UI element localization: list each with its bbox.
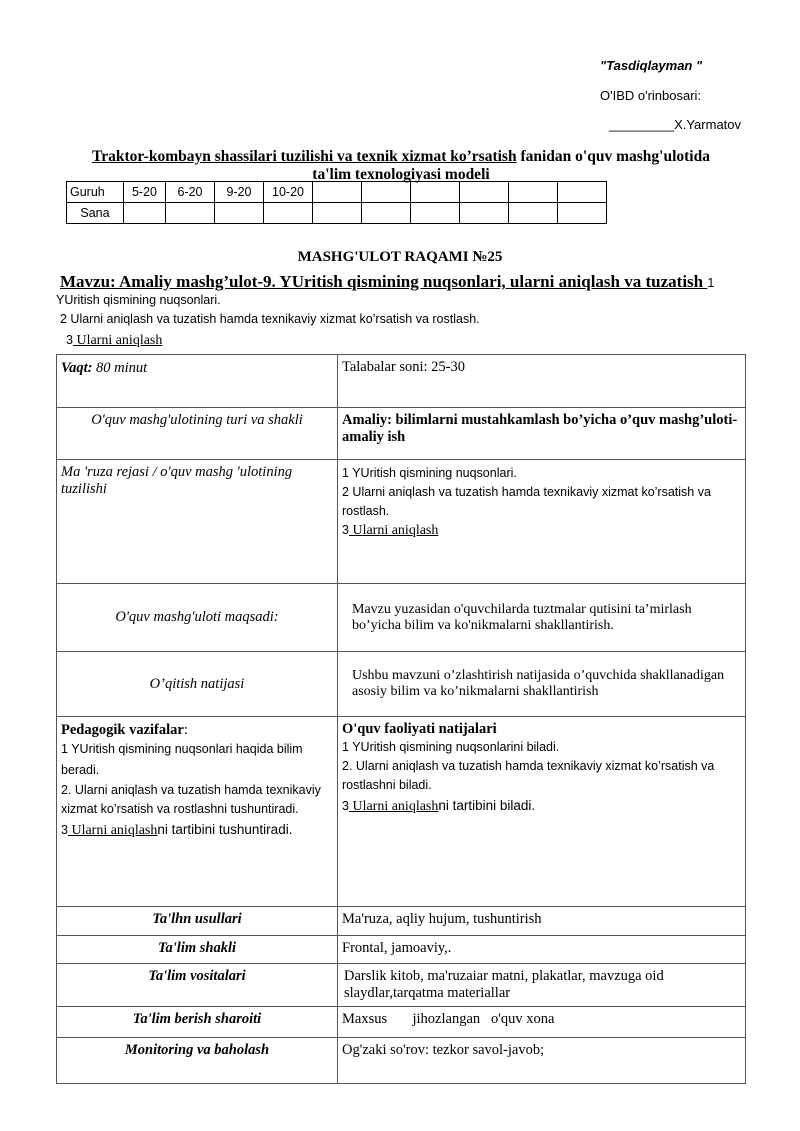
pedagogical-colon: : bbox=[183, 722, 188, 738]
pedagogical-item-1: 1 YUritish qismining nuqsonlari haqida bilim beradi. bbox=[61, 742, 303, 777]
group-cell: 9-20 bbox=[215, 182, 264, 203]
pedagogical-tasks bbox=[57, 717, 338, 907]
monitoring-value: Og'zaki so'rov: tezkor savol-javob; bbox=[338, 1038, 746, 1084]
activity-title: O'quv faoliyati natijalari bbox=[342, 721, 497, 737]
date-row bbox=[67, 203, 607, 224]
group-cell: 6-20 bbox=[166, 182, 215, 203]
group-cell bbox=[460, 182, 509, 203]
date-cell bbox=[215, 203, 264, 224]
date-cell bbox=[362, 203, 411, 224]
date-cell bbox=[313, 203, 362, 224]
plan-label: Ma 'ruza rejasi / o'quv mashg 'ulotining tuzilishi bbox=[57, 460, 338, 584]
time-value: 80 minut bbox=[92, 360, 148, 376]
form-label: Ta'lim shakli bbox=[57, 936, 338, 964]
group-cell: Guruh bbox=[67, 182, 124, 203]
plan-item-3-number: 3 bbox=[342, 523, 349, 537]
row-tools bbox=[57, 964, 746, 1007]
activity-item-3-number: 3 bbox=[342, 799, 349, 813]
conditions-value: Maxsus jihozlangan o'quv xona bbox=[338, 1007, 746, 1038]
approval-signature: _________X.Yarmatov bbox=[609, 117, 742, 132]
monitoring-label: Monitoring va baholash bbox=[57, 1038, 338, 1084]
result-value: Ushbu mavzuni o’zlashtirish natijasida o’quvchida shakllanadigan asosiy bilim va ko’nikmalarni shakllantirish bbox=[338, 652, 746, 717]
pedagogical-item-3-underlined: Ularni aniqlash bbox=[67, 823, 158, 838]
row-conditions bbox=[57, 1007, 746, 1038]
document-title-line2: ta'lim texnologiyasi modeli bbox=[312, 166, 490, 183]
group-date-table bbox=[66, 181, 607, 224]
pedagogical-item-3-rest: ni tartibini tushuntiradi. bbox=[157, 822, 293, 837]
form-value: Frontal, jamoaviy,. bbox=[338, 936, 746, 964]
tools-label: Ta'lim vositalari bbox=[57, 964, 338, 1007]
session-heading: MASHG'ULOT RAQAMI №25 bbox=[297, 249, 503, 265]
methods-value: Ma'ruza, aqliy hujum, tushuntirish bbox=[338, 907, 746, 936]
date-cell bbox=[460, 203, 509, 224]
date-cell bbox=[166, 203, 215, 224]
activity-item-1: 1 YUritish qismining nuqsonlarini biladi. bbox=[342, 740, 560, 754]
activity-item-3 bbox=[342, 795, 741, 818]
group-cell: 10-20 bbox=[264, 182, 313, 203]
activity-results bbox=[338, 717, 746, 907]
plan-item-1: 1 YUritish qismining nuqsonlari. bbox=[342, 466, 517, 480]
row-methods bbox=[57, 907, 746, 936]
date-cell bbox=[264, 203, 313, 224]
topic-item1: YUritish qismining nuqsonlari. bbox=[56, 293, 221, 307]
activity-item-3-underlined: Ularni aniqlash bbox=[348, 799, 439, 814]
document-title bbox=[56, 147, 746, 166]
approval-role: O'IBD o'rinbosari: bbox=[600, 88, 702, 103]
approval-title: "Tasdiqlayman " bbox=[600, 58, 703, 73]
topic-line bbox=[60, 272, 714, 292]
topic-item3-text: Ularni aniqlash bbox=[72, 333, 163, 348]
pedagogical-item-3-number: 3 bbox=[61, 823, 68, 837]
row-goal bbox=[57, 584, 746, 652]
row-tasks bbox=[57, 717, 746, 907]
plan-cell bbox=[338, 460, 746, 584]
students-count: Talabalar soni: 25-30 bbox=[338, 355, 746, 408]
group-cell: 5-20 bbox=[124, 182, 166, 203]
row-form bbox=[57, 936, 746, 964]
pedagogical-title: Pedagogik vazifalar bbox=[61, 722, 184, 738]
subject-name: Traktor-kombayn shassilari tuzilishi va texnik xizmat ko’rsatish bbox=[92, 148, 517, 165]
row-monitoring bbox=[57, 1038, 746, 1084]
plan-item-3 bbox=[342, 521, 741, 540]
row-type bbox=[57, 408, 746, 460]
group-cell bbox=[313, 182, 362, 203]
group-cell bbox=[509, 182, 558, 203]
date-cell bbox=[558, 203, 607, 224]
date-cell: Sana bbox=[67, 203, 124, 224]
group-cell bbox=[362, 182, 411, 203]
topic-item1-number: 1 bbox=[707, 276, 715, 290]
time-cell bbox=[57, 355, 338, 408]
goal-value: Mavzu yuzasidan o'quvchilarda tuztmalar qutisini ta’mirlash bo’yicha bilim va ko'nikmalarni shakllantirish. bbox=[338, 584, 746, 652]
title-rest: fanidan o'quv mashg'ulotida bbox=[516, 148, 710, 165]
pedagogical-item-2: 2. Ularni aniqlash va tuzatish hamda texnikaviy xizmat ko’rsatish va rostlashni tushuntiradi. bbox=[61, 783, 321, 816]
date-cell bbox=[509, 203, 558, 224]
group-cell bbox=[411, 182, 460, 203]
activity-item-3-rest: ni tartibini biladi. bbox=[438, 798, 536, 813]
topic-item2: 2 Ularni aniqlash va tuzatish hamda texnikaviy xizmat ko’rsatish va rostlash. bbox=[60, 312, 480, 326]
date-cell bbox=[124, 203, 166, 224]
plan-item-3-text: Ularni aniqlash bbox=[348, 523, 439, 538]
row-plan bbox=[57, 460, 746, 584]
type-label: O'quv mashg'ulotining turi va shakli bbox=[57, 408, 338, 460]
group-cell bbox=[558, 182, 607, 203]
group-row bbox=[67, 182, 607, 203]
row-time bbox=[57, 355, 746, 408]
result-label: O’qitish natijasi bbox=[57, 652, 338, 717]
row-result bbox=[57, 652, 746, 717]
goal-label: O'quv mashg'uloti maqsadi: bbox=[57, 584, 338, 652]
lesson-model-table bbox=[56, 354, 746, 1084]
methods-label: Ta'lhn usullari bbox=[57, 907, 338, 936]
topic-title: Mavzu: Amaliy mashg’ulot-9. YUritish qismining nuqsonlari, ularni aniqlash va tuzatish bbox=[60, 272, 708, 291]
pedagogical-item-3 bbox=[61, 819, 333, 842]
topic-item3 bbox=[66, 331, 162, 349]
plan-item-2: 2 Ularni aniqlash va tuzatish hamda texnikaviy xizmat ko’rsatish va rostlash. bbox=[342, 485, 711, 518]
activity-item-2: 2. Ularni aniqlash va tuzatish hamda texnikaviy xizmat ko’rsatish va rostlashni biladi. bbox=[342, 759, 715, 792]
tools-value: Darslik kitob, ma'ruzaiar matni, plakatlar, mavzuga oid slaydlar,tarqatma materiallar bbox=[338, 964, 746, 1007]
time-label: Vaqt: bbox=[61, 360, 93, 376]
topic-item3-number: 3 bbox=[66, 333, 73, 347]
date-cell bbox=[411, 203, 460, 224]
type-value: Amaliy: bilimlarni mustahkamlash bo’yicha o’quv mashg’uloti-amaliy ish bbox=[338, 408, 746, 460]
conditions-label: Ta'lim berish sharoiti bbox=[57, 1007, 338, 1038]
